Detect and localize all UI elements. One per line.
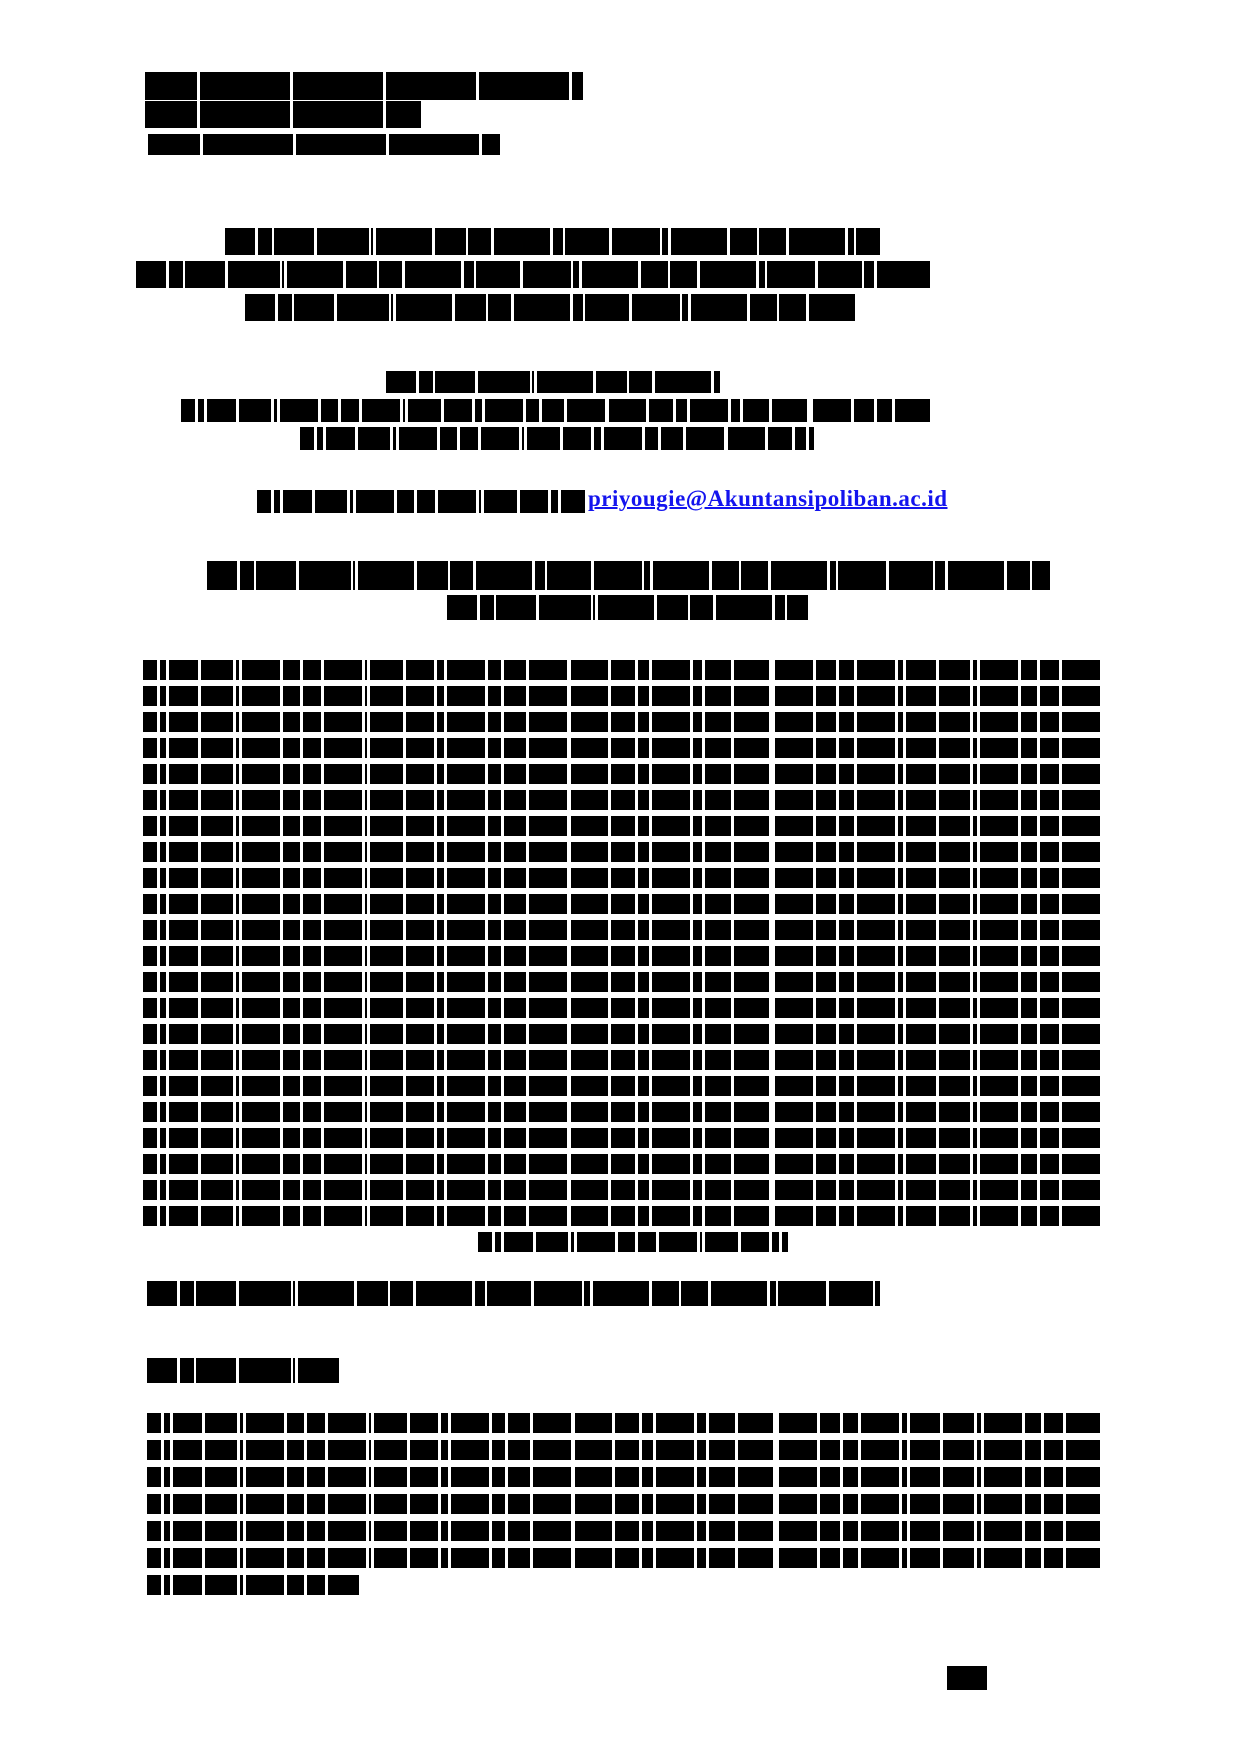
- abstract-redacted-line: [143, 1180, 1100, 1200]
- abstract-redacted-line: [143, 1076, 1100, 1096]
- abstract-redacted-line: [143, 920, 1100, 940]
- abstract-redacted-line: [143, 738, 1100, 758]
- introduction-paragraph-redacted-line: [147, 1440, 1100, 1460]
- abstract-redacted-line: [143, 842, 1100, 862]
- introduction-paragraph-redacted-line: [147, 1494, 1100, 1514]
- abstract-redacted-line: [143, 1206, 1100, 1226]
- abstract-redacted-line: [478, 1232, 788, 1252]
- journal-header-redacted-line: [148, 134, 500, 155]
- section-heading-introduction-redacted-line: [147, 1358, 339, 1383]
- abstract-redacted-line: [143, 686, 1100, 706]
- introduction-paragraph-redacted-line: [147, 1575, 359, 1595]
- correspondence-label-redacted-line: [257, 490, 585, 513]
- abstract-redacted-line: [143, 894, 1100, 914]
- article-title-redacted-line: [225, 228, 880, 255]
- page-number-redacted-line: [947, 1666, 987, 1690]
- affiliation-redacted-line: [300, 427, 814, 450]
- article-info-redacted-line: [207, 561, 1050, 590]
- correspondence-email-link[interactable]: priyougie@Akuntansipoliban.ac.id: [588, 486, 948, 511]
- abstract-redacted-line: [143, 946, 1100, 966]
- article-info-redacted-line: [447, 595, 808, 620]
- abstract-redacted-line: [143, 1102, 1100, 1122]
- affiliation-redacted-line: [181, 399, 930, 422]
- abstract-redacted-line: [143, 1128, 1100, 1148]
- abstract-redacted-line: [143, 868, 1100, 888]
- article-title-redacted-line: [245, 294, 855, 321]
- abstract-redacted-line: [143, 712, 1100, 732]
- abstract-redacted-line: [143, 1024, 1100, 1044]
- abstract-redacted-line: [143, 1154, 1100, 1174]
- abstract-redacted-line: [143, 764, 1100, 784]
- introduction-paragraph-redacted-line: [147, 1413, 1100, 1433]
- introduction-paragraph-redacted-line: [147, 1467, 1100, 1487]
- abstract-redacted-line: [143, 660, 1100, 680]
- journal-header-redacted-line: [145, 101, 421, 128]
- introduction-paragraph-redacted-line: [147, 1548, 1100, 1568]
- keywords-line-redacted-line: [147, 1281, 880, 1306]
- abstract-redacted-line: [143, 998, 1100, 1018]
- abstract-redacted-line: [143, 790, 1100, 810]
- abstract-redacted-line: [143, 1050, 1100, 1070]
- article-title-redacted-line: [136, 261, 930, 288]
- abstract-redacted-line: [143, 972, 1100, 992]
- abstract-redacted-line: [143, 816, 1100, 836]
- introduction-paragraph-redacted-line: [147, 1521, 1100, 1541]
- author-line-redacted-line: [386, 371, 720, 393]
- journal-header-redacted-line: [145, 72, 583, 100]
